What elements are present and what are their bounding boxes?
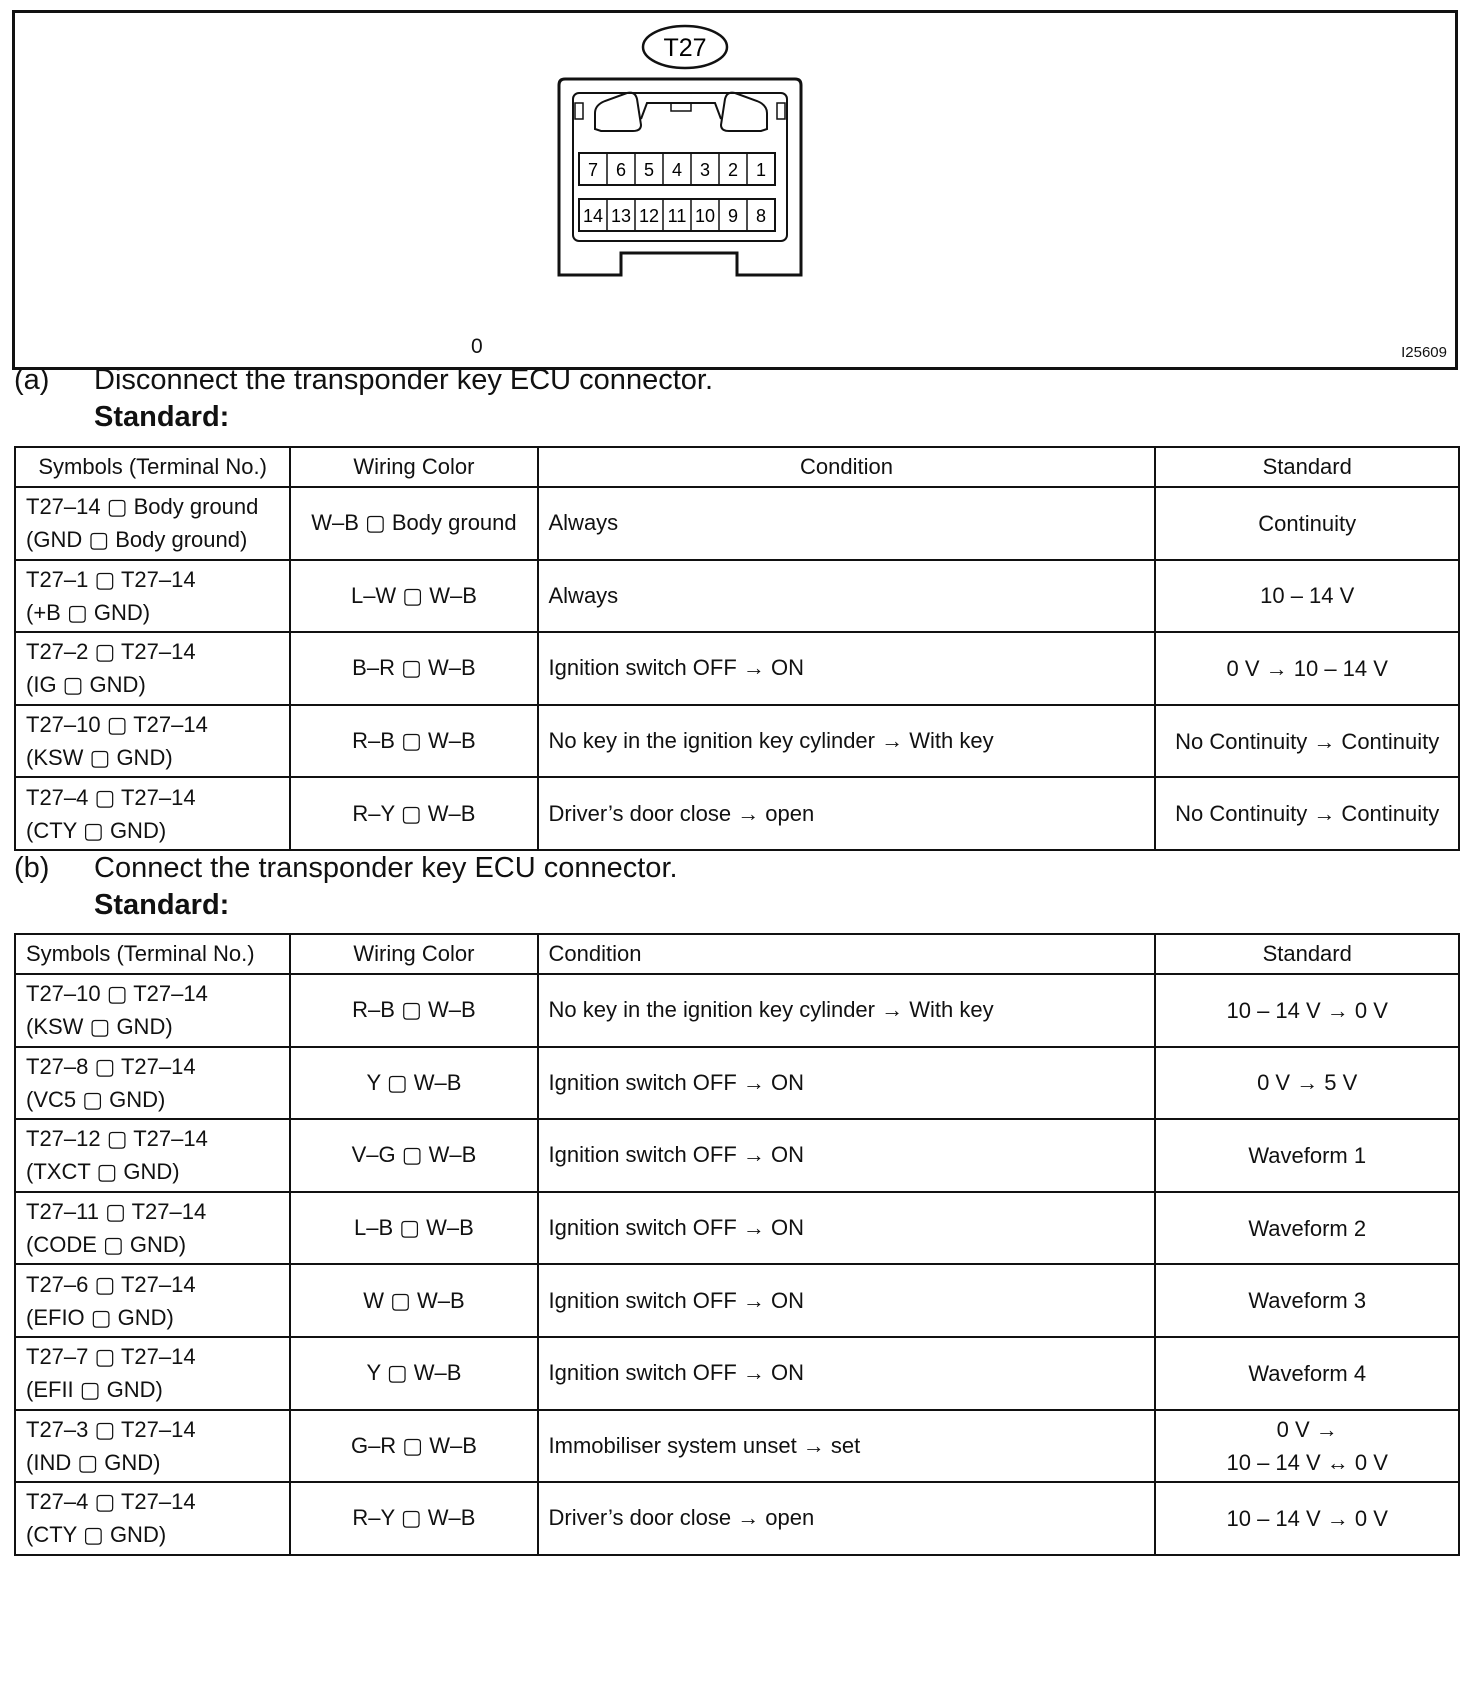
cell-wiring-color: G–R ▢ W–B xyxy=(290,1410,537,1483)
connector-diagram xyxy=(15,13,1455,367)
cell-wiring-color: W ▢ W–B xyxy=(290,1264,537,1337)
cell-wiring-color: R–B ▢ W–B xyxy=(290,974,537,1047)
pin-row-top xyxy=(588,153,766,185)
pin-number: 10 xyxy=(694,206,716,226)
pin-number: 12 xyxy=(638,206,660,226)
pin-number: 14 xyxy=(582,206,604,226)
terminal-symbols: (TXCT ▢ GND) xyxy=(26,1159,180,1185)
cell-condition: Driver’s door close → open xyxy=(538,777,1156,850)
pin-number: 6 xyxy=(615,160,627,180)
terminal-pair: T27–12 ▢ T27–14 xyxy=(26,1126,208,1152)
step-b xyxy=(14,850,678,886)
cell-condition: Ignition switch OFF → ON xyxy=(538,1337,1156,1410)
header-wiring-color: Wiring Color xyxy=(290,447,537,487)
pin-number: 7 xyxy=(587,160,599,180)
header-symbols: Symbols (Terminal No.) xyxy=(15,447,290,487)
step-a-text: Disconnect the transponder key ECU connector. xyxy=(94,364,713,396)
cell-symbols xyxy=(15,1264,290,1337)
cell-symbols xyxy=(15,632,290,705)
cell-condition: Immobiliser system unset → set xyxy=(538,1410,1156,1483)
terminal-symbols: (CTY ▢ GND) xyxy=(26,1522,167,1548)
cell-symbols xyxy=(15,705,290,778)
step-b-spec-table xyxy=(14,933,1460,1556)
pin-number: 13 xyxy=(610,206,632,226)
cell-symbols xyxy=(15,777,290,850)
table-row xyxy=(15,1410,1459,1483)
standard-value: 10 – 14 V xyxy=(1260,583,1355,609)
terminal-pair: T27–3 ▢ T27–14 xyxy=(26,1416,196,1442)
pin-number: 9 xyxy=(727,206,739,226)
cell-wiring-color: R–Y ▢ W–B xyxy=(290,1482,537,1555)
cell-symbols xyxy=(15,560,290,633)
standard-value: Waveform 3 xyxy=(1248,1288,1367,1314)
standard-value: 0 V → xyxy=(1276,1416,1338,1442)
header-condition: Condition xyxy=(538,447,1156,487)
cell-standard xyxy=(1155,1192,1459,1265)
standard-value-cont: 10 – 14 V ↔ 0 V xyxy=(1226,1449,1388,1475)
step-a-label: (a) xyxy=(14,364,50,396)
cell-standard xyxy=(1155,1264,1459,1337)
cell-wiring-color: L–W ▢ W–B xyxy=(290,560,537,633)
table-header-row xyxy=(15,934,1459,974)
cell-standard xyxy=(1155,1119,1459,1192)
figure-reference-code: I25609 xyxy=(1401,344,1447,361)
cell-wiring-color: V–G ▢ W–B xyxy=(290,1119,537,1192)
standard-value: 0 V → 5 V xyxy=(1257,1070,1358,1096)
standard-value: Waveform 4 xyxy=(1248,1360,1367,1386)
pin-number: 2 xyxy=(727,160,739,180)
header-symbols: Symbols (Terminal No.) xyxy=(15,934,290,974)
cell-standard xyxy=(1155,777,1459,850)
cell-standard xyxy=(1155,1482,1459,1555)
cell-condition: No key in the ignition key cylinder → With key xyxy=(538,974,1156,1047)
cell-condition: No key in the ignition key cylinder → With key xyxy=(538,705,1156,778)
standard-value: No Continuity → Continuity xyxy=(1175,728,1440,754)
table-row xyxy=(15,1482,1459,1555)
cell-wiring-color: Y ▢ W–B xyxy=(290,1047,537,1120)
terminal-symbols: (IND ▢ GND) xyxy=(26,1449,161,1475)
pin-row-bottom xyxy=(583,199,766,231)
table-row xyxy=(15,777,1459,850)
cell-symbols xyxy=(15,1482,290,1555)
cell-standard xyxy=(1155,560,1459,633)
standard-value: Waveform 1 xyxy=(1248,1142,1367,1168)
cell-symbols xyxy=(15,1047,290,1120)
table-header-row xyxy=(15,447,1459,487)
cell-standard xyxy=(1155,1410,1459,1483)
cell-condition: Ignition switch OFF → ON xyxy=(538,1192,1156,1265)
terminal-pair: T27–4 ▢ T27–14 xyxy=(26,1489,196,1515)
cell-symbols xyxy=(15,1192,290,1265)
pin-number: 8 xyxy=(755,206,767,226)
cell-condition: Always xyxy=(538,560,1156,633)
terminal-symbols: (EFII ▢ GND) xyxy=(26,1377,163,1403)
cell-condition: Ignition switch OFF → ON xyxy=(538,1119,1156,1192)
cell-condition: Ignition switch OFF → ON xyxy=(538,1264,1156,1337)
terminal-pair: T27–14 ▢ Body ground xyxy=(26,494,259,520)
terminal-pair: T27–2 ▢ T27–14 xyxy=(26,639,196,665)
terminal-symbols: (GND ▢ Body ground) xyxy=(26,527,248,553)
table-row xyxy=(15,1192,1459,1265)
table-row xyxy=(15,705,1459,778)
step-a-standard-heading: Standard: xyxy=(94,401,230,433)
standard-value: 10 – 14 V → 0 V xyxy=(1226,997,1388,1023)
terminal-symbols: (IG ▢ GND) xyxy=(26,672,146,698)
terminal-symbols: (VC5 ▢ GND) xyxy=(26,1086,166,1112)
table-row xyxy=(15,1047,1459,1120)
terminal-symbols: (EFIO ▢ GND) xyxy=(26,1304,174,1330)
terminal-pair: T27–10 ▢ T27–14 xyxy=(26,712,208,738)
pin-number: 11 xyxy=(667,206,687,226)
cell-wiring-color: R–Y ▢ W–B xyxy=(290,777,537,850)
standard-value: 10 – 14 V → 0 V xyxy=(1226,1505,1388,1531)
step-a xyxy=(14,362,713,398)
cell-symbols xyxy=(15,1337,290,1410)
cell-symbols xyxy=(15,1119,290,1192)
table-row xyxy=(15,1264,1459,1337)
header-wiring-color: Wiring Color xyxy=(290,934,537,974)
terminal-symbols: (CODE ▢ GND) xyxy=(26,1232,187,1258)
cell-symbols xyxy=(15,487,290,560)
cell-condition: Ignition switch OFF → ON xyxy=(538,1047,1156,1120)
cell-wiring-color: L–B ▢ W–B xyxy=(290,1192,537,1265)
terminal-symbols: (KSW ▢ GND) xyxy=(26,1014,173,1040)
header-condition: Condition xyxy=(538,934,1156,974)
cell-condition: Always xyxy=(538,487,1156,560)
step-b-label: (b) xyxy=(14,852,50,884)
terminal-symbols: (CTY ▢ GND) xyxy=(26,817,167,843)
pin-number: 1 xyxy=(755,160,767,180)
pin-number: 4 xyxy=(671,160,683,180)
standard-value: Continuity xyxy=(1258,510,1357,536)
terminal-pair: T27–11 ▢ T27–14 xyxy=(26,1199,207,1225)
cell-wiring-color: R–B ▢ W–B xyxy=(290,705,537,778)
terminal-symbols: (KSW ▢ GND) xyxy=(26,745,173,771)
cell-standard xyxy=(1155,1047,1459,1120)
standard-value: No Continuity → Continuity xyxy=(1175,801,1440,827)
cell-condition: Driver’s door close → open xyxy=(538,1482,1156,1555)
header-standard: Standard xyxy=(1155,447,1459,487)
table-row xyxy=(15,974,1459,1047)
step-b-text: Connect the transponder key ECU connector. xyxy=(94,852,678,884)
cell-wiring-color: W–B ▢ Body ground xyxy=(290,487,537,560)
step-b-standard-heading: Standard: xyxy=(94,889,230,921)
terminal-pair: T27–4 ▢ T27–14 xyxy=(26,784,196,810)
terminal-pair: T27–8 ▢ T27–14 xyxy=(26,1053,196,1079)
standard-value: Waveform 2 xyxy=(1248,1215,1367,1241)
terminal-symbols: (+B ▢ GND) xyxy=(26,599,151,625)
cell-condition: Ignition switch OFF → ON xyxy=(538,632,1156,705)
cell-wiring-color: B–R ▢ W–B xyxy=(290,632,537,705)
connector-label: T27 xyxy=(663,34,707,62)
cell-symbols xyxy=(15,974,290,1047)
table-row xyxy=(15,1337,1459,1410)
standard-value: 0 V → 10 – 14 V xyxy=(1226,655,1388,681)
table-row xyxy=(15,1119,1459,1192)
cell-standard xyxy=(1155,487,1459,560)
cell-standard xyxy=(1155,974,1459,1047)
terminal-pair: T27–7 ▢ T27–14 xyxy=(26,1344,196,1370)
table-row xyxy=(15,560,1459,633)
pin-number: 5 xyxy=(643,160,655,180)
cell-symbols xyxy=(15,1410,290,1483)
table-row xyxy=(15,632,1459,705)
step-a-spec-table xyxy=(14,446,1460,851)
table-row xyxy=(15,487,1459,560)
header-standard: Standard xyxy=(1155,934,1459,974)
figure-note: 0 xyxy=(471,335,483,358)
connector-figure xyxy=(12,10,1458,370)
cell-wiring-color: Y ▢ W–B xyxy=(290,1337,537,1410)
terminal-pair: T27–10 ▢ T27–14 xyxy=(26,981,208,1007)
pin-number: 3 xyxy=(699,160,711,180)
terminal-pair: T27–6 ▢ T27–14 xyxy=(26,1271,196,1297)
cell-standard xyxy=(1155,705,1459,778)
cell-standard xyxy=(1155,1337,1459,1410)
cell-standard xyxy=(1155,632,1459,705)
terminal-pair: T27–1 ▢ T27–14 xyxy=(26,566,196,592)
